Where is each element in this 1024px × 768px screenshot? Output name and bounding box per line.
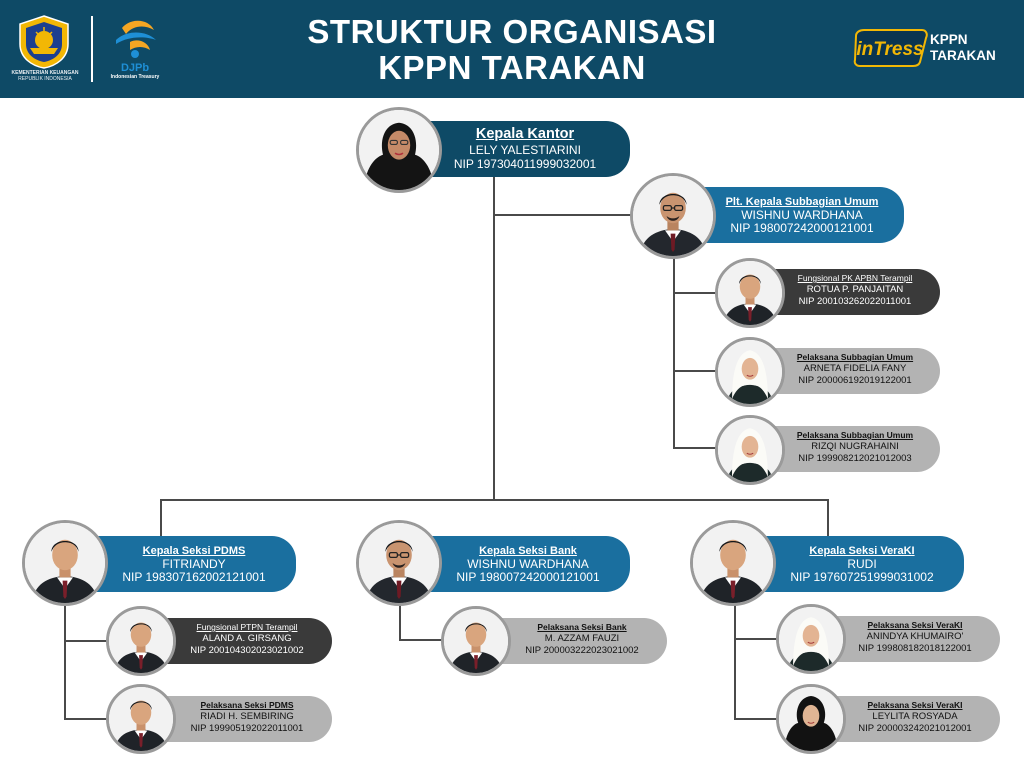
person-name: LEYLITA ROSYADA	[872, 711, 958, 722]
person-nip: NIP 197304011999032001	[453, 157, 597, 171]
card-pelaksana-veraki-1	[830, 616, 1000, 662]
person-name: FITRIANDY	[162, 557, 226, 571]
person-name: RUDI	[847, 557, 877, 571]
role-label: Pelaksana Seksi VeraKI	[867, 700, 963, 710]
connector-veraki-down	[734, 596, 736, 720]
djpb-name: DJPb	[120, 62, 150, 74]
role-label: Kepala Seksi VeraKI	[809, 545, 915, 557]
connector-horizontal-sections	[160, 499, 829, 501]
card-kepala-kantor	[420, 121, 630, 177]
connector-to-pdms	[160, 499, 162, 537]
role-label: Kepala Seksi Bank	[479, 545, 577, 557]
djpb-logo-icon	[108, 14, 162, 68]
connector-pdms-down	[64, 596, 66, 720]
person-name: RIZQI NUGRAHAINI	[811, 441, 899, 452]
office-brand-text	[930, 32, 996, 64]
card-fungsional-pk	[770, 269, 940, 315]
intress-logo-icon	[852, 28, 928, 68]
card-seksi-pdms	[92, 536, 296, 592]
card-pelaksana-pdms	[162, 696, 332, 742]
role-label: Pelaksana Seksi PDMS	[200, 700, 294, 710]
man-icon	[106, 606, 176, 676]
connector-to-subbag-umum	[493, 214, 641, 216]
man-icon	[690, 520, 776, 606]
man-glasses-icon	[356, 520, 442, 606]
person-nip: NIP 197607251999031002	[790, 570, 934, 584]
card-seksi-bank	[426, 536, 630, 592]
role-label: Pelaksana Subbagian Umum	[796, 430, 914, 440]
person-nip: NIP 200003242021012001	[858, 723, 972, 734]
title-line1: STRUKTUR ORGANISASI	[307, 13, 717, 50]
man-icon	[22, 520, 108, 606]
header-divider	[91, 16, 93, 82]
person-name: RIADI H. SEMBIRING	[200, 711, 294, 722]
man-icon	[441, 606, 511, 676]
kemenkeu-line1: KEMENTERIAN KEUANGAN	[11, 70, 79, 76]
connector-subbag-umum-down	[673, 244, 675, 448]
role-label: Pelaksana Seksi Bank	[537, 622, 627, 632]
role-label: Pelaksana Subbagian Umum	[796, 352, 914, 362]
djpb-caption	[104, 62, 166, 81]
woman-hijab-white-icon	[715, 337, 785, 407]
card-subbag-umum	[700, 187, 904, 243]
person-name: ANINDYA KHUMAIRO'	[866, 631, 964, 642]
role-label: Kepala Seksi PDMS	[142, 545, 246, 557]
person-nip: NIP 198007242000121001	[456, 570, 600, 584]
role-label: Kepala Kantor	[475, 126, 575, 142]
card-seksi-veraki	[760, 536, 964, 592]
intress-logo-text: inTress	[856, 39, 924, 60]
brand-line2: TARAKAN	[930, 48, 996, 63]
kemenkeu-caption	[6, 70, 84, 82]
woman-hijab-white-icon	[776, 604, 846, 674]
person-name: ALAND A. GIRSANG	[202, 633, 292, 644]
card-pelaksana-umum-2	[770, 426, 940, 472]
woman-hijab-white-icon	[715, 415, 785, 485]
man-glasses-icon	[630, 173, 716, 259]
role-label: Fungsional PK APBN Terampil	[797, 273, 913, 283]
man-icon	[715, 258, 785, 328]
person-nip: NIP 199808182018122001	[858, 643, 972, 654]
card-fungsional-ptpn	[162, 618, 332, 664]
person-nip: NIP 200104302023021002	[190, 645, 304, 656]
person-name: M. AZZAM FAUZI	[544, 633, 620, 644]
person-name: WISHNU WARDHANA	[741, 208, 863, 222]
card-pelaksana-bank	[497, 618, 667, 664]
role-label: Fungsional PTPN Terampil	[196, 622, 298, 632]
role-label: Plt. Kepala Subbagian Umum	[725, 196, 879, 208]
man-icon	[106, 684, 176, 754]
brand-line1: KPPN	[930, 32, 968, 47]
card-pelaksana-umum-1	[770, 348, 940, 394]
person-nip: NIP 198307162002121001	[122, 570, 266, 584]
person-nip: NIP 199908212021012003	[798, 453, 912, 464]
person-nip: NIP 198007242000121001	[730, 221, 874, 235]
connector-trunk	[493, 158, 495, 500]
title-line2: KPPN TARAKAN	[378, 49, 646, 86]
header-banner	[0, 0, 1024, 98]
person-nip: NIP 199905192022011001	[190, 723, 304, 734]
person-nip: NIP 200003222023021002	[525, 645, 639, 656]
woman-hijab-black-icon	[776, 684, 846, 754]
kemenkeu-emblem-icon	[16, 14, 72, 70]
person-name: ROTUA P. PANJAITAN	[806, 284, 904, 295]
role-label: Pelaksana Seksi VeraKI	[867, 620, 963, 630]
person-name: ARNETA FIDELIA FANY	[803, 363, 907, 374]
kemenkeu-line2: REPUBLIK INDONESIA	[18, 76, 72, 82]
djpb-subtitle: Indonesian Treasury	[110, 74, 160, 80]
person-nip: NIP 200006192019122001	[798, 375, 912, 386]
person-name: WISHNU WARDHANA	[467, 557, 589, 571]
card-pelaksana-veraki-2	[830, 696, 1000, 742]
person-nip: NIP 200103262022011001	[798, 296, 912, 307]
person-name: LELY YALESTIARINI	[469, 143, 581, 157]
page-title	[270, 14, 754, 86]
woman-hijab-icon	[356, 107, 442, 193]
connector-to-veraki	[827, 499, 829, 537]
